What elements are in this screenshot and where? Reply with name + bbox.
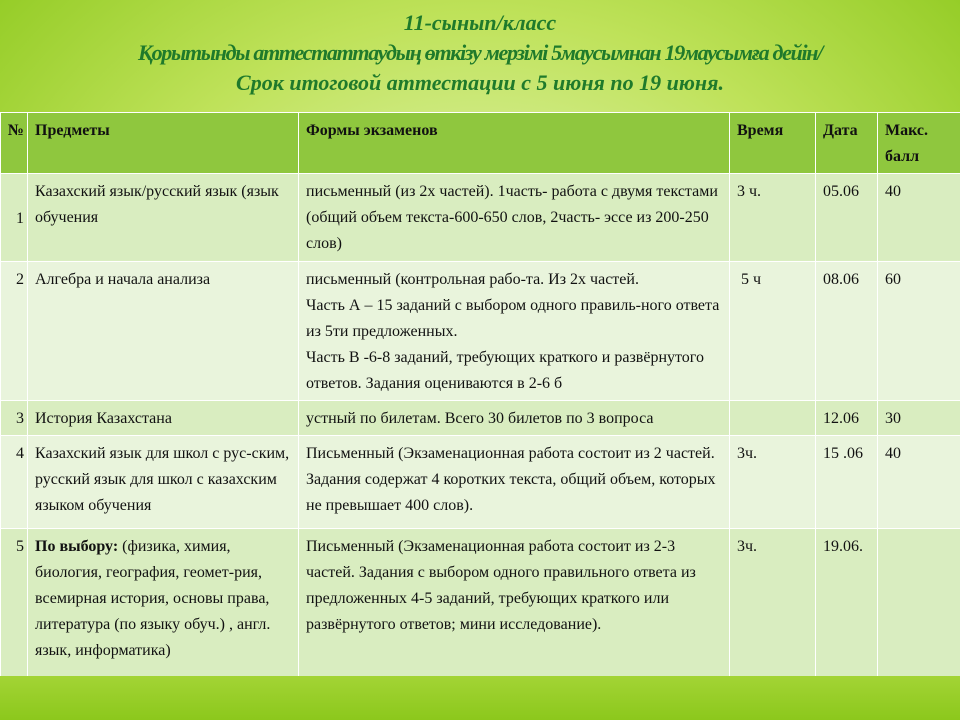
row-num: 2: [1, 262, 28, 401]
row-date: 19.06.: [816, 529, 878, 683]
row-max-score: [878, 529, 960, 683]
row-date: 08.06: [816, 262, 878, 401]
row-max-score: 40: [878, 436, 960, 529]
row-form: [299, 262, 730, 401]
row-time: 3ч.: [730, 529, 816, 683]
row-subject: Казахский язык/русский язык (язык обучения: [28, 174, 299, 262]
table-row: [1, 436, 960, 529]
header-form: Формы экзаменов: [299, 113, 730, 174]
row-time: 5 ч: [730, 262, 816, 401]
header-subject: Предметы: [28, 113, 299, 174]
row-form: Письменный (Экзаменационная работа состоит из 2-3 частей. Задания с выбором одного правильного ответа из предложенных 4-5 заданий, требующих краткого или развёрнутого ответов; мини исследование).: [299, 529, 730, 683]
slide-title: [0, 8, 960, 98]
row-form-line: Часть А – 15 заданий с выбором одного правиль-ного ответа из 5ти предложенных.: [306, 297, 720, 340]
row-form-line: Часть В -6-8 заданий, требующих краткого и развёрнутого ответов. Задания оцениваются в 2-6 б: [306, 349, 704, 392]
row-subject-list: (физика, химия, биология, география, геомет-рия, всемирная история, основы права, литература (по языку обуч.) , англ. язык, информатика): [35, 538, 271, 659]
header-max-score: Макс. балл: [878, 113, 960, 174]
row-num: 3: [1, 401, 28, 436]
row-form: письменный (из 2х частей). 1часть- работа с двумя текстами (общий объем текста-600-650 слов, 2часть- эссе из 200-250 слов): [299, 174, 730, 262]
row-subject-choice-label: По выбору:: [35, 538, 119, 555]
row-date: 05.06: [816, 174, 878, 262]
row-date: 12.06: [816, 401, 878, 436]
table-row: [1, 174, 960, 262]
table-row: [1, 529, 960, 683]
title-line-russian: Срок итоговой аттестации с 5 июня по 19 июня.: [236, 70, 724, 95]
table-row: [1, 262, 960, 401]
exam-schedule-table: [0, 112, 960, 683]
row-time: [730, 401, 816, 436]
table-header-row: [1, 113, 960, 174]
row-subject: Казахский язык для школ с рус-ским, русский язык для школ с казахским языком обучения: [28, 436, 299, 529]
bottom-band: [0, 676, 960, 720]
title-line-kazakh: Қорытынды аттестаттаудың өткізу мерзімі 5маусымнан 19маусымға дейін/: [137, 40, 823, 65]
row-form: устный по билетам. Всего 30 билетов по 3 вопроса: [299, 401, 730, 436]
row-time: 3 ч.: [730, 174, 816, 262]
row-num: 5: [1, 529, 28, 683]
row-subject: История Казахстана: [28, 401, 299, 436]
row-max-score: 60: [878, 262, 960, 401]
row-max-score: 40: [878, 174, 960, 262]
header-time: Время: [730, 113, 816, 174]
header-date: Дата: [816, 113, 878, 174]
row-num: 1: [1, 174, 28, 262]
row-time: 3ч.: [730, 436, 816, 529]
title-line-class: 11-сынып/класс: [403, 10, 557, 35]
row-subject: Алгебра и начала анализа: [28, 262, 299, 401]
row-form-line: письменный (контрольная рабо-та. Из 2х частей.: [306, 271, 639, 288]
row-num: 4: [1, 436, 28, 529]
row-subject: [28, 529, 299, 683]
table-row: [1, 401, 960, 436]
row-form: Письменный (Экзаменационная работа состоит из 2 частей. Задания содержат 4 коротких текста, общий объем, которых не превышает 400 слов).: [299, 436, 730, 529]
row-max-score: 30: [878, 401, 960, 436]
row-date: 15 .06: [816, 436, 878, 529]
header-num: №: [1, 113, 28, 174]
